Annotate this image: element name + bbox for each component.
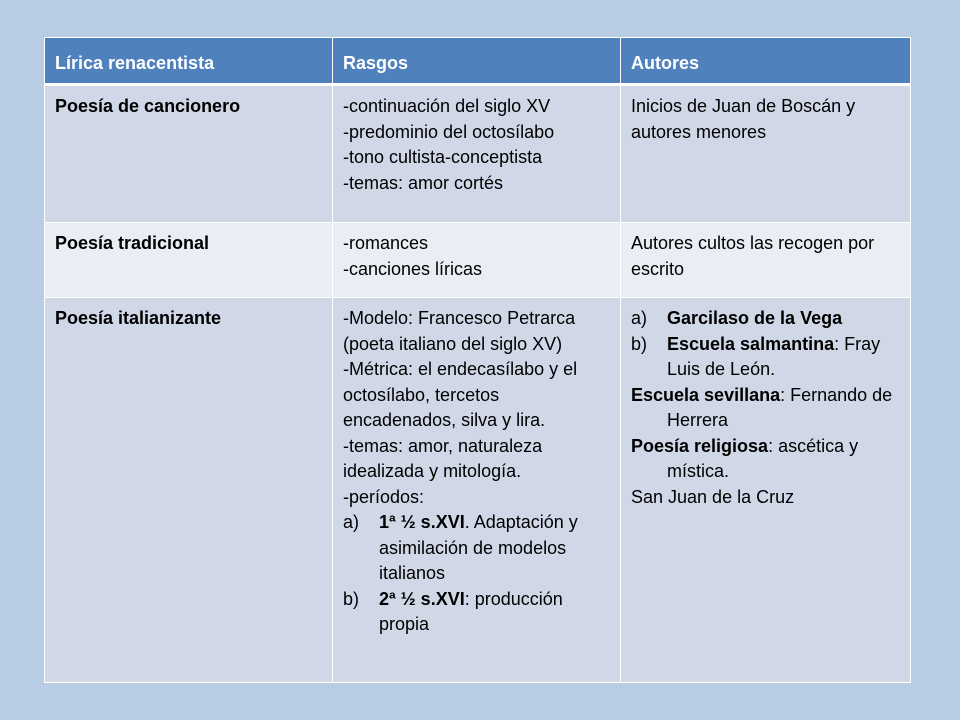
rasgos-tradicional	[333, 223, 621, 298]
table-row	[45, 223, 911, 298]
rasgo-modelo: -Modelo: Francesco Petrarca (poeta italiano del siglo XV)	[343, 308, 576, 354]
periodo-desc: . Adaptación y asimilación de modelos italianos	[379, 512, 578, 583]
list-marker: a)	[631, 308, 648, 328]
rasgos-cancionero	[333, 85, 621, 223]
autores-tradicional: Autores cultos las recogen por escrito	[621, 223, 911, 298]
list-marker: b)	[631, 333, 648, 354]
rasgo-line: -canciones líricas	[343, 258, 483, 279]
rasgo-line: -romances	[343, 233, 429, 253]
autor-sevillana	[631, 383, 902, 434]
rasgos-italianizante	[333, 298, 621, 683]
header-rasgos: Rasgos	[333, 38, 621, 85]
autor-name: Garcilaso de la Vega	[667, 308, 843, 328]
rasgo-line: -tono cultista-conceptista	[343, 147, 543, 167]
literature-table-container	[44, 37, 910, 683]
list-marker: b)	[343, 588, 360, 609]
rasgo-periodos-label: -períodos:	[343, 486, 425, 507]
table-row	[45, 85, 911, 223]
rasgo-line: -continuación del siglo XV	[343, 96, 551, 116]
periodo-desc: : producción propia	[379, 588, 563, 634]
periodo-title: 2ª ½ s.XVI	[379, 588, 465, 609]
periodo-item	[343, 587, 612, 638]
autores-italianizante	[621, 298, 911, 683]
row-name-tradicional: Poesía tradicional	[45, 223, 333, 298]
autor-content	[667, 306, 902, 332]
autor-name: Escuela salmantina	[667, 333, 835, 354]
periodo-content	[379, 510, 612, 587]
autor-content	[667, 332, 902, 383]
autor-religiosa	[631, 434, 902, 485]
row-name-cancionero: Poesía de cancionero	[45, 85, 333, 223]
header-row	[45, 38, 911, 85]
autor-desc: : Fernando de Herrera	[667, 384, 893, 430]
lirica-renacentista-table	[44, 37, 911, 683]
autor-desc: : ascética y mística.	[667, 435, 859, 481]
periodo-content	[379, 587, 612, 638]
periodo-title: 1ª ½ s.XVI	[379, 512, 465, 532]
rasgo-metrica: -Métrica: el endecasílabo y el octosílabo, tercetos encadenados, silva y lira.	[343, 359, 578, 430]
header-lirica: Lírica renacentista	[45, 38, 333, 85]
autores-cancionero: Inicios de Juan de Boscán y autores menores	[621, 85, 911, 223]
header-autores: Autores	[621, 38, 911, 85]
autor-school-sevillana: Escuela sevillana	[631, 384, 781, 405]
list-marker: a)	[343, 512, 360, 532]
table-row	[45, 298, 911, 683]
periodo-item	[343, 510, 612, 587]
rasgo-temas: -temas: amor, naturaleza idealizada y mitología.	[343, 435, 543, 481]
autor-religiosa-title: Poesía religiosa	[631, 435, 769, 456]
autor-san-juan: San Juan de la Cruz	[631, 486, 795, 507]
rasgo-line: -temas: amor cortés	[343, 172, 504, 193]
row-name-italianizante: Poesía italianizante	[45, 298, 333, 683]
autor-item	[631, 332, 902, 383]
rasgo-line: -predominio del octosílabo	[343, 121, 555, 142]
autor-item	[631, 306, 902, 332]
autor-desc: : Fray Luis de León.	[667, 333, 881, 379]
